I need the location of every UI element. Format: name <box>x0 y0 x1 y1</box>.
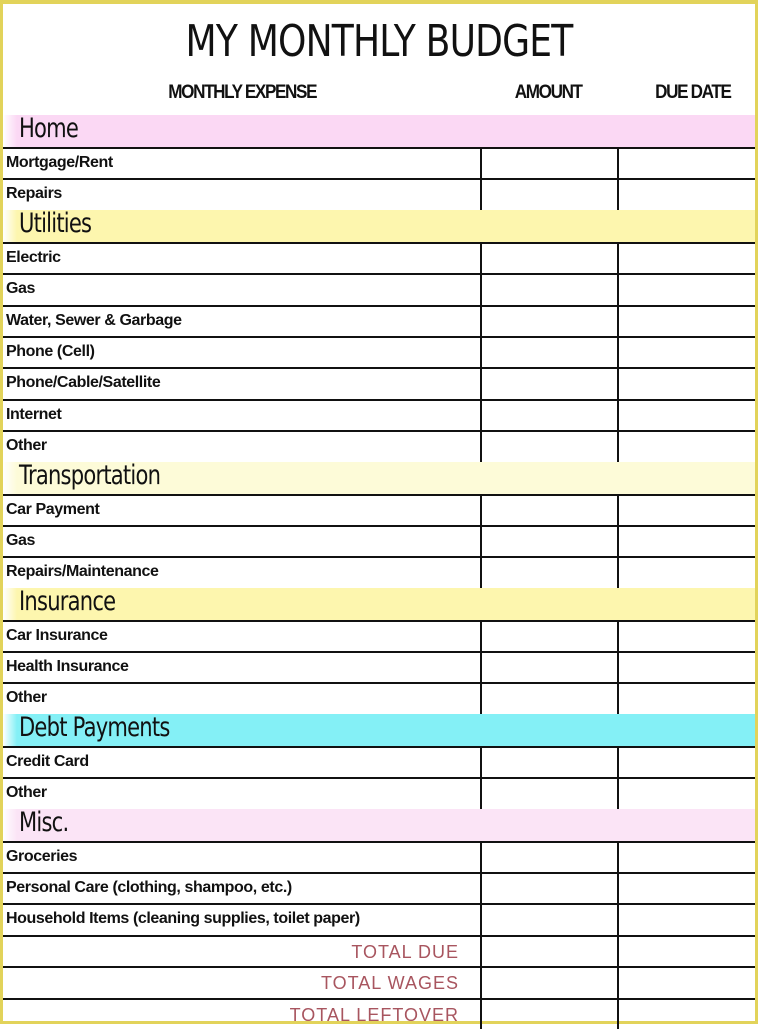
page-title: MY MONTHLY BUDGET <box>185 16 573 67</box>
expense-label: Groceries <box>6 847 78 865</box>
total-wages-label: TOTAL WAGES <box>320 973 459 994</box>
table-row <box>3 178 755 209</box>
table-row <box>3 682 755 713</box>
total-due-row <box>3 935 755 966</box>
expense-label: Other <box>6 689 47 707</box>
due-date-cell[interactable] <box>619 496 755 525</box>
table-row <box>3 841 755 872</box>
section-label: Misc. <box>19 806 69 838</box>
column-header-due-date: DUE DATE <box>655 82 731 103</box>
section-misc <box>3 806 755 841</box>
total-wages-row <box>3 966 755 997</box>
table-row <box>3 147 755 178</box>
amount-cell[interactable] <box>480 558 619 587</box>
table-row <box>3 620 755 651</box>
column-header-amount: AMOUNT <box>514 82 582 103</box>
due-date-cell[interactable] <box>619 843 755 872</box>
due-date-cell[interactable] <box>619 338 755 367</box>
table-row <box>3 336 755 367</box>
amount-cell[interactable] <box>480 244 619 273</box>
expense-label: Repairs/Maintenance <box>6 563 159 581</box>
section-debt-payments <box>3 711 755 746</box>
table-row <box>3 903 755 934</box>
table-row <box>3 525 755 556</box>
table-row <box>3 651 755 682</box>
expense-label: Credit Card <box>6 752 89 770</box>
due-date-cell[interactable] <box>619 527 755 556</box>
amount-cell[interactable] <box>480 748 619 777</box>
expense-label: Other <box>6 784 47 802</box>
section-label: Home <box>19 113 79 144</box>
column-header-expense: MONTHLY EXPENSE <box>168 82 317 103</box>
table-row <box>3 746 755 777</box>
total-leftover-label: TOTAL LEFTOVER <box>289 1004 459 1025</box>
section-insurance <box>3 585 755 620</box>
expense-label: Car Payment <box>6 500 100 518</box>
due-date-cell[interactable] <box>619 369 755 398</box>
table-row <box>3 777 755 808</box>
expense-label: Car Insurance <box>6 626 108 644</box>
amount-cell[interactable] <box>480 432 619 461</box>
due-date-cell[interactable] <box>619 748 755 777</box>
budget-table <box>3 115 755 1029</box>
total-due-label: TOTAL DUE <box>351 941 459 962</box>
amount-cell[interactable] <box>480 496 619 525</box>
amount-cell[interactable] <box>480 779 619 808</box>
section-label: Transportation <box>19 459 161 491</box>
due-date-cell <box>619 1000 755 1029</box>
section-transportation <box>3 459 755 494</box>
expense-label: Mortgage/Rent <box>6 154 113 171</box>
due-date-cell[interactable] <box>619 874 755 903</box>
due-date-cell[interactable] <box>619 401 755 430</box>
amount-cell[interactable] <box>480 338 619 367</box>
amount-cell[interactable] <box>480 275 619 304</box>
table-row <box>3 430 755 461</box>
amount-cell[interactable] <box>480 149 619 178</box>
due-date-cell[interactable] <box>619 905 755 934</box>
expense-label: Phone (Cell) <box>6 342 95 360</box>
due-date-cell[interactable] <box>619 149 755 178</box>
expense-label: Electric <box>6 248 61 266</box>
amount-cell[interactable] <box>480 180 619 209</box>
section-label: Insurance <box>19 585 116 617</box>
table-row <box>3 367 755 398</box>
amount-cell[interactable] <box>480 843 619 872</box>
due-date-cell[interactable] <box>619 307 755 336</box>
section-utilities <box>3 207 755 242</box>
due-date-cell[interactable] <box>619 558 755 587</box>
total-leftover-amount-cell[interactable] <box>480 1000 619 1029</box>
due-date-cell[interactable] <box>619 653 755 682</box>
due-date-cell[interactable] <box>619 244 755 273</box>
expense-label: Repairs <box>6 185 62 203</box>
amount-cell[interactable] <box>480 622 619 651</box>
table-row <box>3 305 755 336</box>
amount-cell[interactable] <box>480 653 619 682</box>
due-date-cell[interactable] <box>619 180 755 209</box>
total-wages-amount-cell[interactable] <box>480 968 619 997</box>
expense-label: Personal Care (clothing, shampoo, etc.) <box>6 879 292 897</box>
expense-label: Water, Sewer & Garbage <box>6 311 182 329</box>
due-date-cell[interactable] <box>619 622 755 651</box>
expense-label: Health Insurance <box>6 658 129 676</box>
expense-label: Phone/Cable/Satellite <box>6 374 161 392</box>
table-row <box>3 242 755 273</box>
expense-label: Internet <box>6 405 62 423</box>
table-row <box>3 494 755 525</box>
amount-cell[interactable] <box>480 527 619 556</box>
expense-label: Gas <box>6 280 36 298</box>
due-date-cell[interactable] <box>619 275 755 304</box>
amount-cell[interactable] <box>480 684 619 713</box>
total-leftover-row <box>3 998 755 1029</box>
amount-cell[interactable] <box>480 905 619 934</box>
section-label: Debt Payments <box>19 711 170 743</box>
amount-cell[interactable] <box>480 874 619 903</box>
section-label: Utilities <box>19 207 92 239</box>
table-row <box>3 273 755 304</box>
expense-label: Household Items (cleaning supplies, toilet paper) <box>6 910 360 928</box>
amount-cell[interactable] <box>480 369 619 398</box>
due-date-cell[interactable] <box>619 684 755 713</box>
expense-label: Other <box>6 437 47 455</box>
due-date-cell <box>619 937 755 966</box>
due-date-cell[interactable] <box>619 432 755 461</box>
total-due-amount-cell[interactable] <box>480 937 619 966</box>
section-home <box>3 115 755 147</box>
amount-cell[interactable] <box>480 401 619 430</box>
amount-cell[interactable] <box>480 307 619 336</box>
table-row <box>3 556 755 587</box>
due-date-cell[interactable] <box>619 779 755 808</box>
table-row <box>3 872 755 903</box>
expense-label: Gas <box>6 531 36 549</box>
table-row <box>3 399 755 430</box>
due-date-cell <box>619 968 755 997</box>
